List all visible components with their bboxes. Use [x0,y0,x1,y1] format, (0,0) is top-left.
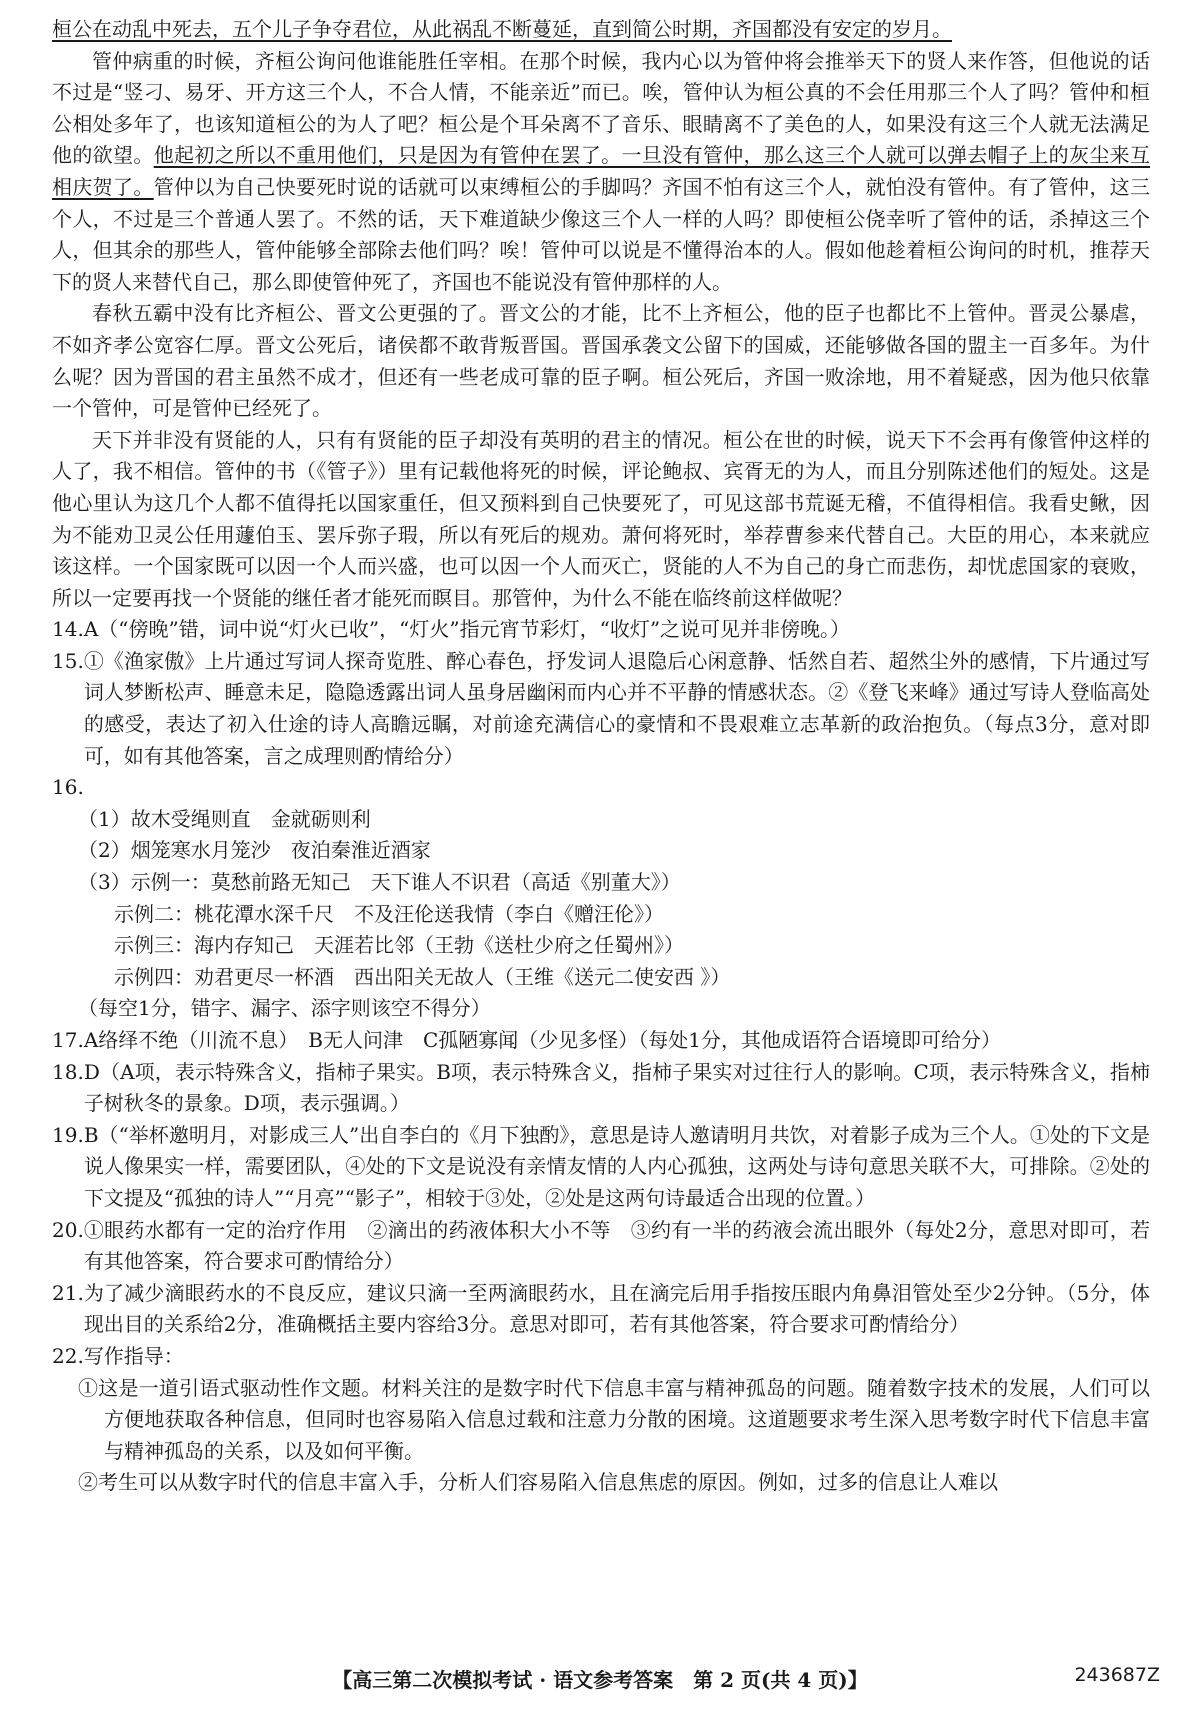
underlined-sentence: 他起初之所以不重用他们，只是因为有管仲在罢了。一旦没有管仲，那么这三个人就可以弹去帽子上的灰尘来互相庆贺了。 [52,143,1151,199]
question-number: 15. [52,648,84,673]
page-footer [0,1664,1200,1694]
question-number: 14. [52,617,84,642]
footer-title: 【高三第二次模拟考试 · 语文参考答案 第 2 页(共 4 页)】 [332,1668,868,1692]
writing-guide-point-2: ②考生可以从数字时代的信息丰富入手，分析人们容易陷入信息焦虑的原因。例如，过多的信息让人难以 [78,1470,998,1495]
answer-text: A络绎不绝（川流不息） B无人问津 C孤陋寡闻（少见多怪）（每处1分，其他成语符合语境即可给分） [83,1028,1001,1052]
answer-17 [52,1025,1150,1057]
question-number: 17. [52,1028,84,1052]
paragraph-five-hegemons: 春秋五霸中没有比齐桓公、晋文公更强的了。晋文公的才能，比不上齐桓公，他的臣子也都比不上管仲。晋灵公暴虐，不如齐孝公宽容仁厚。晋文公死后，诸侯都不敢背叛晋国。晋国承袭文公留下的国威，还能够做各国的盟主一百多年。为什么呢？因为晋国的君主虽然不成才，但还有一些老成可靠的臣子啊。桓公死后，齐国一败涂地，用不着疑惑，因为他只依靠一个管仲，可是管仲已经死了。 [52,301,1150,421]
answer-20 [52,1215,1150,1278]
answer-text: A（“傍晚”错，词中说“灯火已收”，“灯火”指元宵节彩灯，“收灯”之说可见并非傍晚。） [83,617,851,642]
document-page [52,14,1150,1499]
paragraph-underlined-opening: 桓公在动乱中死去，五个儿子争夺君位，从此祸乱不断蔓延，直到简公时期，齐国都没有安定的岁月。 [52,17,952,41]
answer-16 [52,772,1150,804]
answer-text: ①眼药水都有一定的治疗作用 ②滴出的药液体积大小不等 ③约有一半的药液会流出眼外（每处2分，意思对即可，若有其他答案，符合要求可酌情给分） [83,1217,1150,1274]
writing-guide-point-1: ①这是一道引语式驱动性作文题。材料关注的是数字时代下信息丰富与精神孤岛的问题。随着数字技术的发展，人们可以方便地获取各种信息，但同时也容易陷入信息过载和注意力分散的困境。这道题要求考生深入思考数字时代下信息丰富与精神孤岛的关系，以及如何平衡。 [78,1375,1150,1463]
question-number: 18. [52,1059,84,1084]
answer-14 [52,614,1150,646]
paragraph-text: 管仲以为自己快要死时说的话就可以束缚桓公的手脚吗？齐国不怕有这三个人，就怕没有管仲。有了管仲，这三个人，不过是三个普通人罢了。不然的话，天下难道缺少像这三个人一样的人吗？即使桓公侥幸听了管仲的话，杀掉这三个人，但其余的那些人，管仲能够全部除去他们吗？唉！管仲可以说是不懂得治本的人。假如他趁着桓公询问的时机，推荐天下的贤人来替代自己，那么即使管仲死了，齐国也不能说没有管仲那样的人。 [52,174,1151,294]
answer-15 [52,646,1150,772]
answer-16-line-2: （2）烟笼寒水月笼沙 夜泊秦淮近酒家 [78,838,431,863]
answer-16-example-3: 示例三：海内存知己 天涯若比邻（王勃《送杜少府之任蜀州》） [114,933,684,958]
answer-16-scoring-note: （每空1分，错字、漏字、添字则该空不得分） [78,996,491,1021]
answer-text: B（“举杯邀明月，对影成三人”出自李白的《月下独酌》，意思是诗人邀请明月共饮，对着影子成为三个人。①处的下文是说人像果实一样，需要团队，④处的下文是说没有亲情友情的人内心孤独，这两处与诗句意思关联不大，可排除。②处的下文提及“孤独的诗人”“月亮”“影子”，相较于③处，②处是这两句诗最适合出现的位置。） [83,1122,1150,1210]
question-number: 19. [52,1122,84,1147]
answer-text: 为了减少滴眼药水的不良反应，建议只滴一至两滴眼药水，且在滴完后用手指按压眼内角鼻泪管处至少2分钟。（5分，体现出目的关系给2分，准确概括主要内容给3分。意思对即可，若有其他答案，符合要求可酌情给分） [83,1280,1150,1337]
answer-text: D（A项，表示特殊含义，指柿子果实。B项，表示特殊含义，指柿子果实对过往行人的影响。C项，表示特殊含义，指柿子树秋冬的景象。D项，表示强调。） [83,1059,1150,1116]
answer-16-example-2: 示例二：桃花潭水深千尺 不及汪伦送我情（李白《赠汪伦》） [114,901,664,926]
answer-19 [52,1120,1150,1215]
paragraph-guan-zhong-illness [52,46,1150,299]
answer-16-example-4: 示例四：劝君更尽一杯酒 西出阳关无故人（王维《送元二使安西 》） [114,964,731,989]
answer-21 [52,1278,1150,1341]
paragraph-virtuous-ministers: 天下并非没有贤能的人，只有有贤能的臣子却没有英明的君主的情况。桓公在世的时候，说天下不会再有像管仲这样的人了，我不相信。管仲的书（《管子》）里有记载他将死的时候，评论鲍叔、宾胥无的为人，而且分别陈述他们的短处。这是他心里认为这几个人都不值得托以国家重任，但又预料到自己快要死了，可见这部书荒诞无稽，不值得相信。我看史鳅，因为不能劝卫灵公任用蘧伯玉、罢斥弥子瑕，所以有死后的规劝。萧何将死时，举荐曹参来代替自己。大臣的用心，本来就应该这样。一个国家既可以因一个人而兴盛，也可以因一个人而灭亡，贤能的人不为自己的身亡而悲伤，却忧虑国家的衰败，所以一定要再找一个贤能的继任者才能死而瞑目。那管仲，为什么不能在临终前这样做呢？ [52,427,1150,610]
question-number: 21. [52,1280,84,1305]
answer-16-line-3: （3）示例一：莫愁前路无知己 天下谁人不识君（高适《别董大》） [78,870,681,895]
document-code: 243687Z [1074,1664,1160,1686]
answer-text: ①《渔家傲》上片通过写词人探奇览胜、醉心春色，抒发词人退隐后心闲意静、恬然自若、超然尘外的感情，下片通过写词人梦断松声、睡意未足，隐隐透露出词人虽身居幽闲而内心并不平静的情感状态。②《登飞来峰》通过写诗人登临高处的感受，表达了初入仕途的诗人高瞻远瞩，对前途充满信心的豪情和不畏艰难立志革新的政治抱负。（每点3分，意对即可，如有其他答案，言之成理则酌情给分） [83,648,1150,768]
answer-16-line-1: （1）故木受绳则直 金就砺则利 [78,806,371,831]
answer-22 [52,1341,1150,1373]
question-number: 22. [52,1343,84,1368]
question-number: 16. [52,775,84,800]
answer-text [84,772,1150,804]
answer-18 [52,1057,1150,1120]
writing-guide-title: 写作指导： [83,1343,184,1368]
paragraph-text: 管仲病重的时候，齐桓公询问他谁能胜任宰相。在那个时候，我内心以为管仲将会推举天下的贤人来作答，但他说的话不过是“竖刁、易牙、开方这三个人，不合人情，不能亲近”而已。唉，管仲认为桓公真的不会任用那三个人了吗？管仲和桓公相处多年了，也该知道桓公的为人了吧？桓公是个耳朵离不了音乐、眼睛离不了美色的人，如果没有这三个人就无法满足他的欲望。 [52,48,1150,168]
question-number: 20. [52,1217,84,1242]
